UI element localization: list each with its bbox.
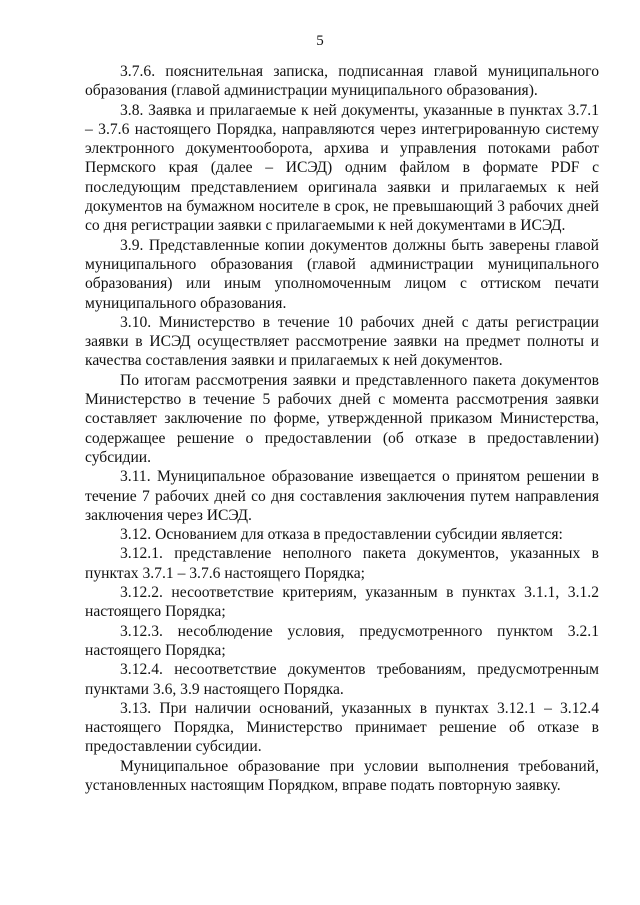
- paragraph-3-13: 3.13. При наличии оснований, указанных в пунктах 3.12.1 – 3.12.4 настоящего Порядка, Министерство принимает решение об отказе в предоставлении субсидии.: [85, 699, 599, 756]
- paragraph-3-12-2: 3.12.2. несоответствие критериям, указанным в пунктах 3.1.1, 3.1.2 настоящего Порядка;: [85, 584, 599, 621]
- paragraph-3-11: 3.11. Муниципальное образование извещается о принятом решении в течение 7 рабочих дней со дня составления заключения путем направления заключения через ИСЭД.: [85, 468, 599, 524]
- paragraph-3-7-6: 3.7.6. пояснительная записка, подписанная главой муниципального образования (главой администрации муниципального образования).: [85, 63, 599, 100]
- paragraph-3-12-1: 3.12.1. представление неполного пакета документов, указанных в пунктах 3.7.1 – 3.7.6 настоящего Порядка;: [85, 545, 599, 582]
- document-body: [85, 62, 599, 795]
- paragraph-3-12: 3.12. Основанием для отказа в предоставлении субсидии является:: [120, 526, 563, 544]
- page-number: 5: [316, 33, 324, 49]
- paragraph-3-9: 3.9. Представленные копии документов должны быть заверены главой муниципального образования (главой администрации муниципального образования) или иным уполномоченным лицом с оттиском печати муниципального образования.: [85, 236, 599, 312]
- paragraph-3-8: 3.8. Заявка и прилагаемые к ней документы, указанные в пунктах 3.7.1 – 3.7.6 настоящего Порядка, направляются через интегрированную систему электронного документооборота, архива и управления потоками работ Пермского края (далее – ИСЭД) одним файлом в формате PDF с последующим представлением оригинала заявки и прилагаемых к ней документов на бумажном носителе в срок, не превышающий 3 рабочих дней со дня регистрации заявки с прилагаемыми к ней документами в ИСЭД.: [85, 101, 599, 235]
- paragraph-3-12-3: 3.12.3. несоблюдение условия, предусмотренного пунктом 3.2.1 настоящего Порядка;: [85, 622, 599, 659]
- paragraph-resubmission: Муниципальное образование при условии выполнения требований, установленных настоящим Порядком, вправе подать повторную заявку.: [85, 757, 599, 794]
- paragraph-3-12-4: 3.12.4. несоответствие документов требованиям, предусмотренным пунктами 3.6, 3.9 настоящего Порядка.: [85, 661, 599, 698]
- paragraph-review-results: По итогам рассмотрения заявки и представленного пакета документов Министерство в течение 5 рабочих дней с момента рассмотрения заявки составляет заключение по форме, утвержденной приказом Министерства, содержащее решение о предоставлении (об отказе в предоставлении) субсидии.: [85, 371, 599, 466]
- paragraph-3-10: 3.10. Министерство в течение 10 рабочих дней с даты регистрации заявки в ИСЭД осуществляет рассмотрение заявки на предмет полноты и качества составления заявки и прилагаемых к ней документов.: [85, 313, 599, 370]
